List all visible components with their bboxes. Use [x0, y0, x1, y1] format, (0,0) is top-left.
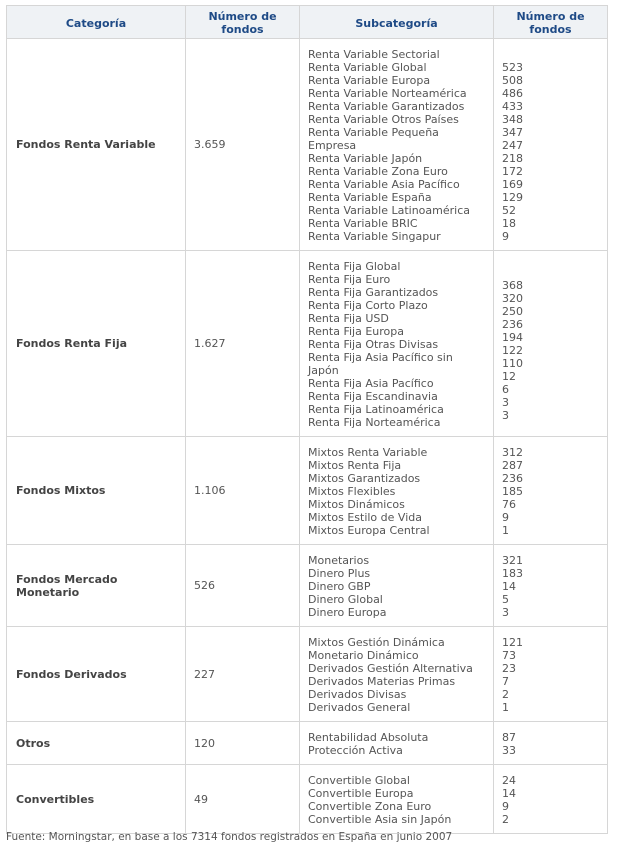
subcategory-cell	[300, 722, 494, 765]
subcategory-item: Derivados Gestión Alternativa	[308, 661, 473, 675]
subcategory-cell	[300, 437, 494, 545]
subcategory-item: Renta Fija Asia Pacífico sin	[308, 350, 453, 364]
subcategory-item: Renta Variable Global	[308, 60, 427, 74]
subcategory-count: 320	[502, 292, 523, 305]
category-cell: Otros	[7, 722, 186, 765]
subcategory-item: Mixtos Renta Variable	[308, 445, 428, 459]
header-line: fondos	[221, 23, 264, 36]
subcategory-count: 52	[502, 203, 516, 217]
subcategory-count	[502, 48, 603, 61]
subcategory-count: 185	[502, 484, 523, 498]
header-numero-fondos	[186, 6, 300, 39]
subcategory-count: 218	[502, 151, 523, 165]
subcategory-item: Mixtos Renta Fija	[308, 458, 402, 472]
subcategory-item: Mixtos Garantizados	[308, 471, 421, 485]
category-cell: Convertibles	[7, 765, 186, 834]
subcategory-count: 508	[502, 73, 523, 87]
table-row	[7, 437, 608, 545]
subcategory-count: 3	[502, 396, 509, 409]
subcategory-count: 194	[502, 331, 523, 344]
subcategory-item: Renta Variable Pequeña	[308, 125, 439, 139]
subcategory-count: 24	[502, 773, 516, 787]
table-row	[7, 545, 608, 627]
subcategory-count-cell	[494, 545, 608, 627]
subcategory-item: Renta Variable Europa	[308, 73, 431, 87]
subcategory-count: 5	[502, 592, 509, 606]
fund-count-cell: 1.106	[186, 437, 300, 545]
subcategory-count: 18	[502, 216, 516, 230]
subcategory-cell	[300, 627, 494, 722]
subcategory-count-cell	[494, 765, 608, 834]
subcategory-count: 348	[502, 112, 523, 126]
subcategory-count-cell	[494, 437, 608, 545]
subcategory-item: Empresa	[308, 138, 357, 152]
funds-table	[6, 5, 608, 834]
source-footnote: Fuente: Morningstar, en base a los 7314 fondos registrados en España en junio 2007	[6, 831, 453, 843]
category-cell: Fondos Mercado Monetario	[7, 545, 186, 627]
subcategory-count: 2	[502, 812, 509, 826]
subcategory-count-cell	[494, 251, 608, 437]
subcategory-count: 9	[502, 510, 509, 524]
subcategory-item: Renta Variable Asia Pacífico	[308, 177, 460, 191]
subcategory-item: Renta Variable Latinoamérica	[308, 203, 471, 217]
subcategory-cell	[300, 251, 494, 437]
category-cell: Fondos Derivados	[7, 627, 186, 722]
subcategory-item: Derivados General	[308, 700, 411, 714]
subcategory-item: Renta Fija Garantizados	[308, 285, 439, 299]
subcategory-item: Derivados Divisas	[308, 687, 407, 701]
subcategory-item: Dinero GBP	[308, 579, 371, 593]
fund-count-cell: 120	[186, 722, 300, 765]
subcategory-item: Renta Fija Global	[308, 259, 401, 273]
subcategory-item: Convertible Zona Euro	[308, 799, 432, 813]
subcategory-count: 172	[502, 164, 523, 178]
subcategory-item: Renta Fija Escandinavia	[308, 389, 438, 403]
subcategory-count: 129	[502, 190, 523, 204]
subcategory-item: Renta Variable Garantizados	[308, 99, 465, 113]
subcategory-count: 433	[502, 99, 523, 113]
header-numero-fondos-sub	[494, 6, 608, 39]
subcategory-item: Renta Fija Otras Divisas	[308, 337, 439, 351]
table-row	[7, 627, 608, 722]
subcategory-count: 312	[502, 445, 523, 459]
subcategory-item: Renta Variable Singapur	[308, 229, 441, 243]
category-cell: Fondos Renta Variable	[7, 39, 186, 251]
subcategory-item: Mixtos Europa Central	[308, 523, 430, 537]
subcategory-item: Mixtos Flexibles	[308, 484, 396, 498]
subcategory-count: 2	[502, 687, 509, 701]
subcategory-count: 287	[502, 458, 523, 472]
fund-count-cell: 526	[186, 545, 300, 627]
subcategory-cell	[300, 545, 494, 627]
subcategory-item: Protección Activa	[308, 743, 403, 757]
subcategory-item: Renta Fija Corto Plazo	[308, 298, 428, 312]
table-row	[7, 39, 608, 251]
subcategory-item: Convertible Europa	[308, 786, 414, 800]
subcategory-count: 169	[502, 177, 523, 191]
subcategory-count-cell	[494, 722, 608, 765]
subcategory-item: Renta Variable BRIC	[308, 216, 418, 230]
subcategory-count: 33	[502, 743, 516, 757]
subcategory-item: Renta Variable Otros Países	[308, 112, 459, 126]
subcategory-count: 87	[502, 730, 516, 744]
subcategory-count: 236	[502, 318, 523, 331]
subcategory-item: Renta Variable España	[308, 190, 432, 204]
subcategory-item: Renta Fija USD	[308, 311, 389, 325]
header-categoria: Categoría	[7, 6, 186, 39]
subcategory-count: 121	[502, 635, 523, 649]
subcategory-item: Dinero Plus	[308, 566, 371, 580]
subcategory-item: Renta Fija Europa	[308, 324, 404, 338]
table-header-row	[7, 6, 608, 39]
subcategory-item: Dinero Global	[308, 592, 383, 606]
fund-count-cell: 3.659	[186, 39, 300, 251]
table-body	[7, 39, 608, 834]
subcategory-item: Monetario Dinámico	[308, 648, 419, 662]
subcategory-count: 14	[502, 786, 516, 800]
subcategory-count: 122	[502, 344, 523, 357]
subcategory-cell	[300, 39, 494, 251]
subcategory-count: 14	[502, 579, 516, 593]
subcategory-count: 321	[502, 553, 523, 567]
fund-count-cell: 49	[186, 765, 300, 834]
table-row	[7, 722, 608, 765]
subcategory-count: 236	[502, 471, 523, 485]
subcategory-count: 1	[502, 700, 509, 714]
table-row	[7, 251, 608, 437]
subcategory-item: Mixtos Gestión Dinámica	[308, 635, 445, 649]
subcategory-count: 9	[502, 799, 509, 813]
header-line: Número de	[516, 10, 585, 23]
subcategory-item: Renta Variable Norteamérica	[308, 86, 467, 100]
subcategory-count: 76	[502, 497, 516, 511]
subcategory-count-cell	[494, 39, 608, 251]
subcategory-count: 6	[502, 383, 509, 396]
subcategory-count	[502, 266, 603, 279]
subcategory-count: 3	[502, 409, 509, 422]
subcategory-item: Japón	[308, 363, 339, 377]
subcategory-item: Derivados Materias Primas	[308, 674, 456, 688]
subcategory-item: Renta Variable Sectorial	[308, 47, 440, 61]
subcategory-item: Rentabilidad Absoluta	[308, 730, 429, 744]
subcategory-count: 23	[502, 661, 516, 675]
subcategory-count: 12	[502, 370, 516, 383]
subcategory-item: Mixtos Estilo de Vida	[308, 510, 422, 524]
subcategory-count: 183	[502, 566, 523, 580]
header-line: Número de	[208, 10, 277, 23]
subcategory-count: 347	[502, 125, 523, 139]
subcategory-count: 368	[502, 279, 523, 292]
subcategory-count: 523	[502, 60, 523, 74]
subcategory-count: 9	[502, 229, 509, 243]
fund-count-cell: 227	[186, 627, 300, 722]
header-line: fondos	[529, 23, 572, 36]
subcategory-item: Convertible Global	[308, 773, 410, 787]
subcategory-count-cell	[494, 627, 608, 722]
subcategory-item: Convertible Asia sin Japón	[308, 812, 452, 826]
subcategory-count: 250	[502, 305, 523, 318]
subcategory-count: 486	[502, 86, 523, 100]
subcategory-item: Dinero Europa	[308, 605, 387, 619]
subcategory-item: Monetarios	[308, 553, 370, 567]
subcategory-count: 73	[502, 648, 516, 662]
subcategory-item: Renta Fija Norteamérica	[308, 415, 441, 429]
subcategory-count: 3	[502, 605, 509, 619]
subcategory-item: Mixtos Dinámicos	[308, 497, 405, 511]
category-cell: Fondos Renta Fija	[7, 251, 186, 437]
header-subcategoria: Subcategoría	[300, 6, 494, 39]
subcategory-count: 110	[502, 357, 523, 370]
subcategory-item: Renta Fija Asia Pacífico	[308, 376, 434, 390]
subcategory-item: Renta Fija Euro	[308, 272, 391, 286]
category-cell: Fondos Mixtos	[7, 437, 186, 545]
subcategory-item: Renta Variable Japón	[308, 151, 423, 165]
subcategory-item: Renta Fija Latinoamérica	[308, 402, 444, 416]
fund-count-cell: 1.627	[186, 251, 300, 437]
table-row	[7, 765, 608, 834]
subcategory-count: 247	[502, 138, 523, 152]
subcategory-count: 7	[502, 674, 509, 688]
subcategory-cell	[300, 765, 494, 834]
subcategory-count: 1	[502, 523, 509, 537]
subcategory-item: Renta Variable Zona Euro	[308, 164, 448, 178]
